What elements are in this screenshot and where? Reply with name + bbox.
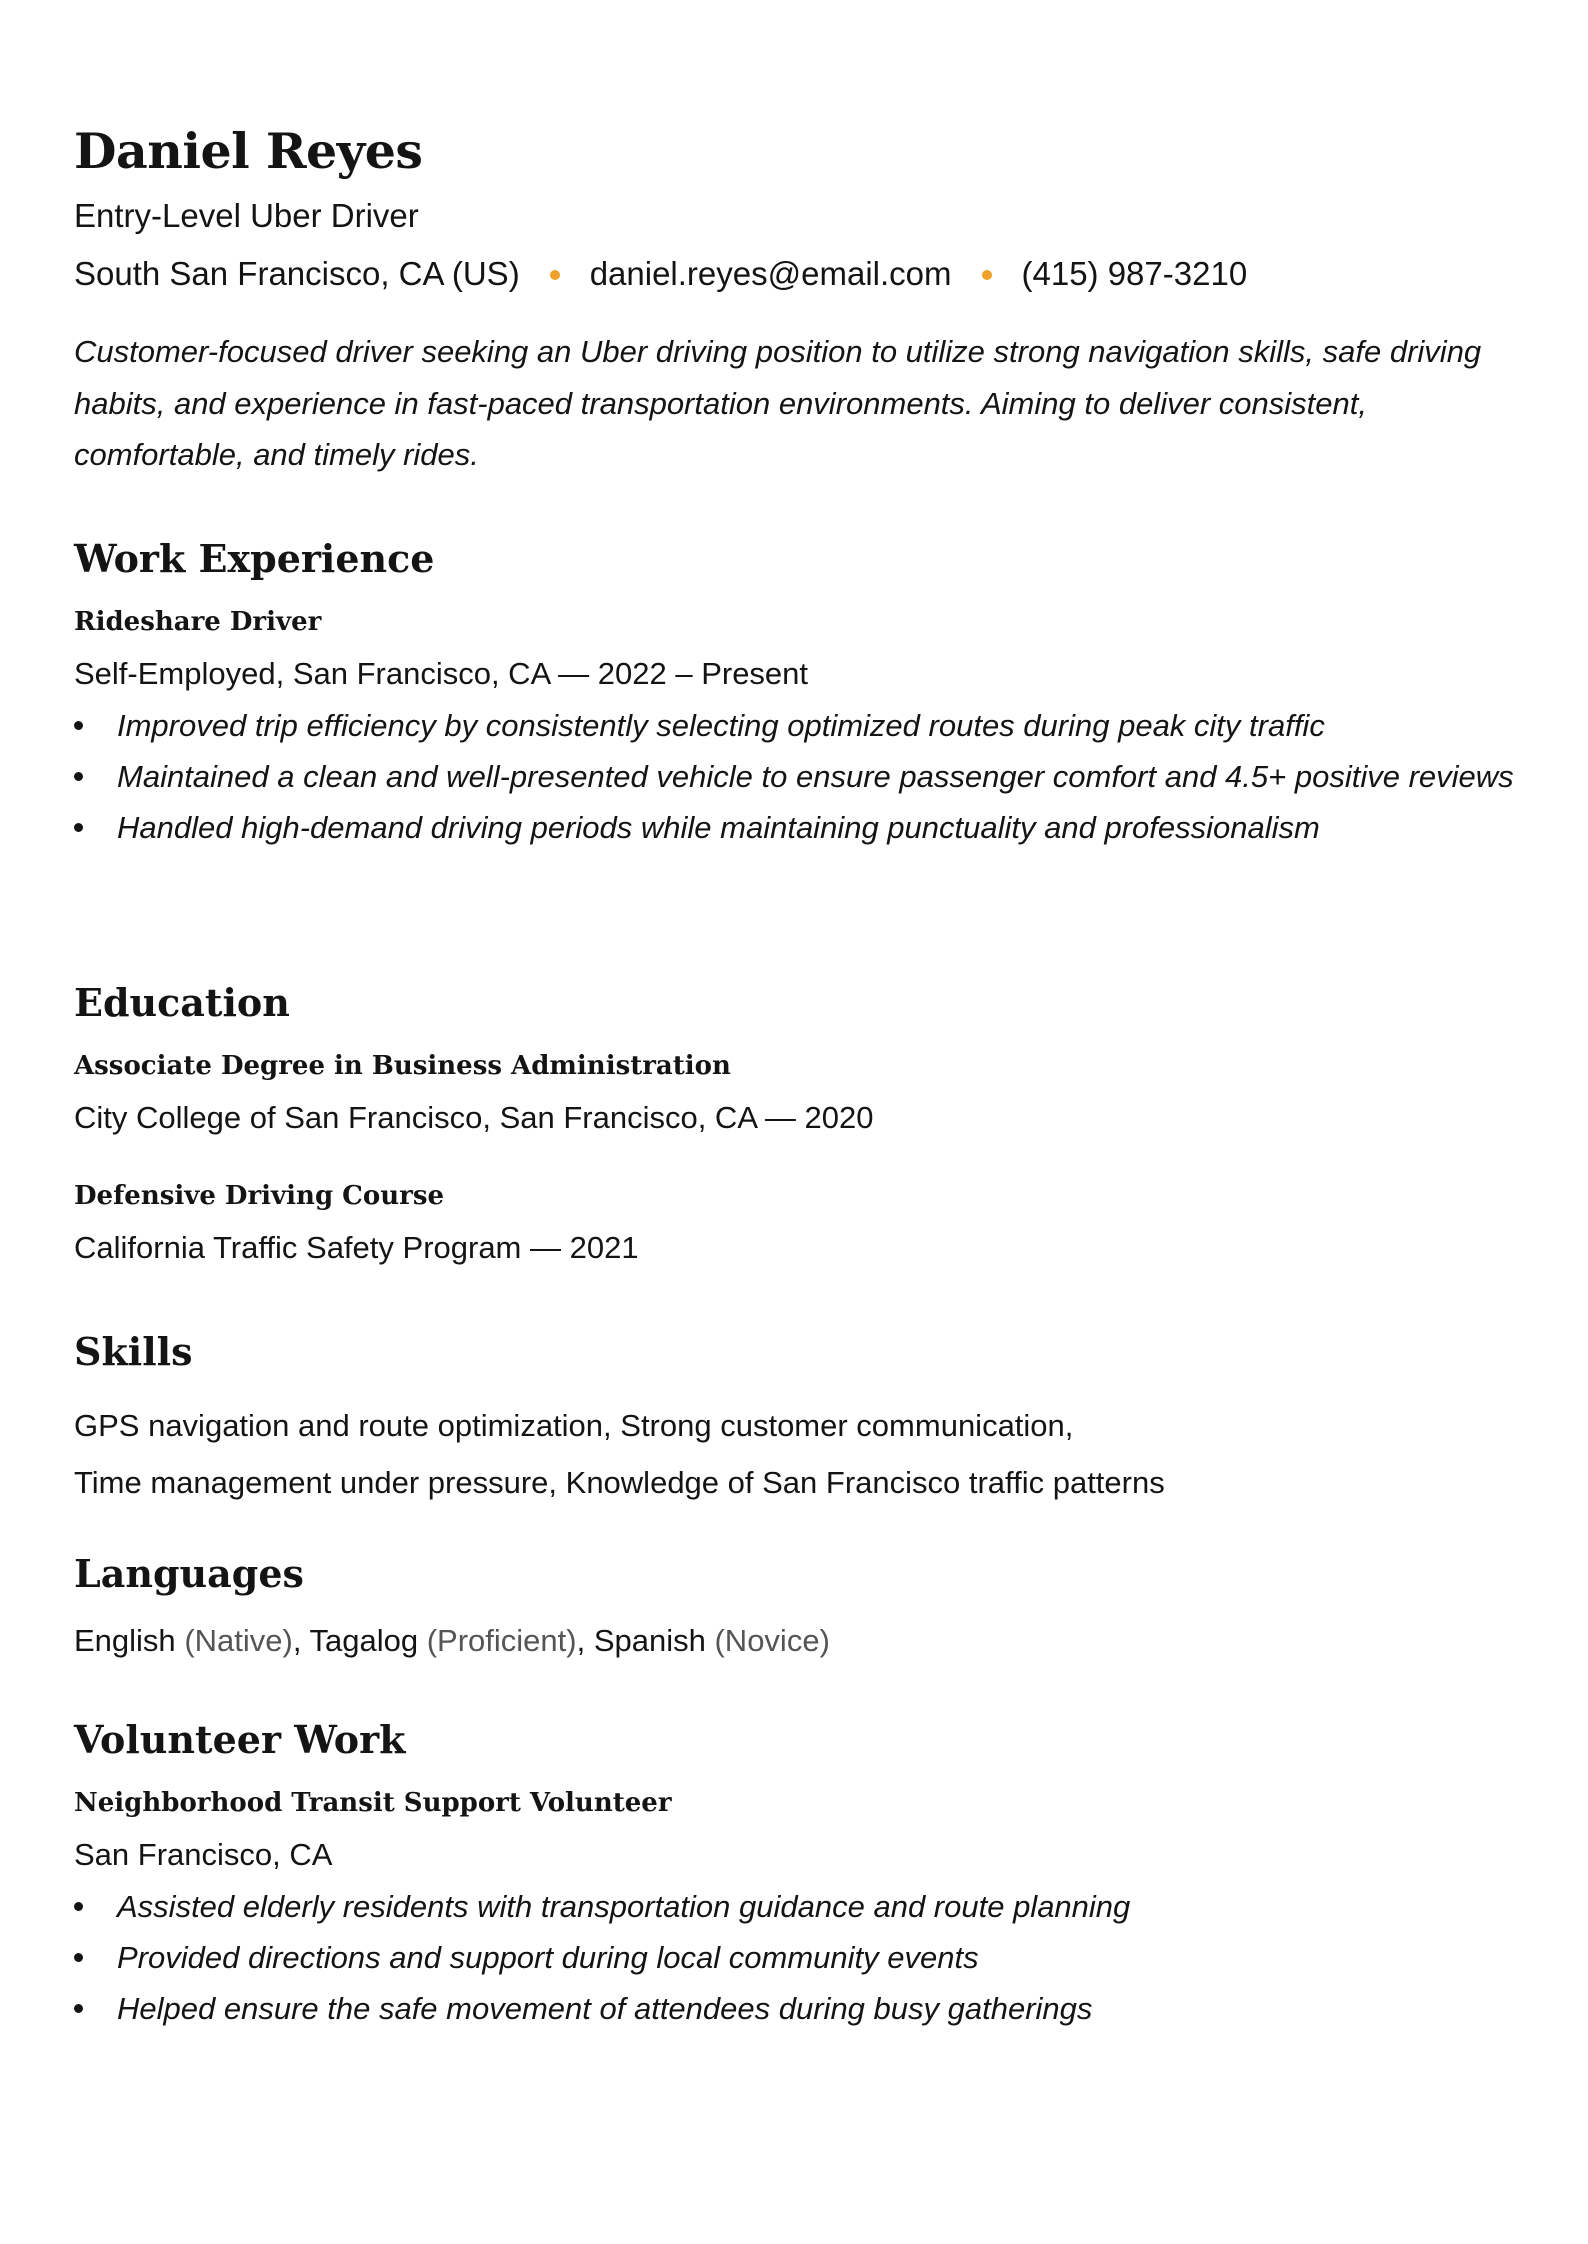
language-separator: , <box>292 1623 310 1658</box>
list-item <box>74 802 1567 853</box>
section-title: Work Experience <box>74 536 435 581</box>
separator-dot-icon <box>550 270 560 280</box>
separator-dot-icon <box>982 270 992 280</box>
bullet-text: Improved trip efficiency by consistently selecting optimized routes during peak city traffic <box>117 708 1325 743</box>
section-volunteer-work <box>74 1715 1567 2034</box>
bullet-icon <box>74 2004 83 2013</box>
section-work-experience <box>74 534 1567 853</box>
bullet-icon <box>74 1953 83 1962</box>
candidate-name: Daniel Reyes <box>74 122 423 180</box>
entry-meta: City College of San Francisco, San Francisco, CA — 2020 <box>74 1100 874 1135</box>
skills-line: Time management under pressure, Knowledge of San Francisco traffic patterns <box>74 1465 1165 1500</box>
bullet-text: Provided directions and support during local community events <box>117 1940 979 1975</box>
languages-line <box>74 1621 830 1661</box>
language-level: (Novice) <box>714 1623 830 1658</box>
section-education <box>74 978 873 1268</box>
list-item <box>74 1932 1567 1983</box>
contact-phone[interactable]: (415) 987-3210 <box>1021 255 1248 292</box>
profile-summary: Customer-focused driver seeking an Uber driving position to utilize strong navigation skills, safe driving habits, and experience in fast-paced transportation environments. Aiming to deliver consistent, comfortable, and timely rides. <box>74 334 1482 472</box>
language-name: Spanish <box>593 1623 706 1658</box>
list-item <box>74 1983 1567 2034</box>
entry-meta: San Francisco, CA <box>74 1837 333 1872</box>
list-item <box>74 751 1567 802</box>
bullet-icon <box>74 721 83 730</box>
bullet-list <box>74 1881 1567 2034</box>
bullet-text: Maintained a clean and well-presented vehicle to ensure passenger comfort and 4.5+ positive reviews <box>117 759 1514 794</box>
contact-email[interactable]: daniel.reyes@email.com <box>589 255 952 292</box>
language-name: Tagalog <box>309 1623 419 1658</box>
bullet-text: Helped ensure the safe movement of attendees during busy gatherings <box>117 1991 1093 2026</box>
entry-meta: California Traffic Safety Program — 2021 <box>74 1230 639 1265</box>
bullet-text: Handled high-demand driving periods while maintaining punctuality and professionalism <box>117 810 1320 845</box>
language-separator: , <box>576 1623 594 1658</box>
section-languages <box>74 1549 830 1661</box>
section-title: Volunteer Work <box>74 1717 406 1762</box>
education-entry <box>74 1178 873 1268</box>
resume-page <box>74 118 1514 2026</box>
language-level: (Native) <box>184 1623 293 1658</box>
section-skills <box>74 1327 1165 1511</box>
work-entry <box>74 604 1567 853</box>
entry-meta: Self-Employed, San Francisco, CA — 2022 – Present <box>74 656 809 691</box>
bullet-icon <box>74 772 83 781</box>
entry-title: Associate Degree in Business Administration <box>74 1051 731 1081</box>
contact-line <box>74 254 1514 294</box>
bullet-icon <box>74 1902 83 1911</box>
language-name: English <box>74 1623 176 1658</box>
section-title: Skills <box>74 1329 193 1374</box>
entry-title: Defensive Driving Course <box>74 1181 444 1211</box>
skills-line: GPS navigation and route optimization, Strong customer communication, <box>74 1408 1074 1443</box>
entry-title: Rideshare Driver <box>74 607 322 637</box>
list-item <box>74 1881 1567 1932</box>
bullet-text: Assisted elderly residents with transportation guidance and route planning <box>117 1889 1131 1924</box>
education-entry <box>74 1048 873 1138</box>
list-item <box>74 700 1567 751</box>
volunteer-entry <box>74 1785 1567 2034</box>
section-title: Languages <box>74 1551 304 1596</box>
entry-title: Neighborhood Transit Support Volunteer <box>74 1788 672 1818</box>
bullet-icon <box>74 823 83 832</box>
bullet-list <box>74 700 1567 853</box>
section-title: Education <box>74 980 290 1025</box>
contact-location: South San Francisco, CA (US) <box>74 255 520 292</box>
language-level: (Proficient) <box>426 1623 577 1658</box>
candidate-headline: Entry-Level Uber Driver <box>74 197 419 234</box>
